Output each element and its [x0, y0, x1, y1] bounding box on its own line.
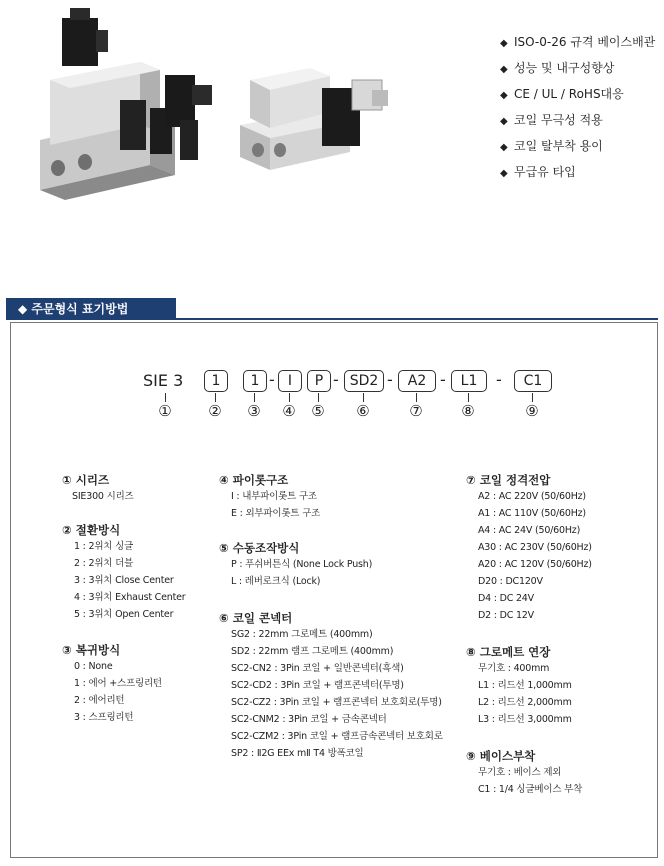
group-series	[62, 472, 134, 505]
code-dash: -	[333, 370, 339, 389]
group-item: 무기호 : 400mm	[478, 663, 550, 674]
code-dash: -	[387, 370, 393, 389]
diamond-icon: ◆	[500, 64, 508, 75]
code-number: ⑤	[311, 402, 325, 420]
code-dash: -	[269, 370, 275, 389]
group-title: ④ 파이롯구조	[219, 473, 289, 487]
code-number: ④	[282, 402, 296, 420]
group-base	[466, 748, 582, 798]
group-title: ③ 복귀방식	[62, 643, 121, 657]
group-item: SC2-CD2 : 3Pin 코일 + 램프콘넥터(투명)	[231, 680, 404, 691]
group-item: I : 내부파이롯트 구조	[231, 491, 317, 502]
feature-item: ◆ ISO-0-26 규격 베이스배관	[500, 30, 660, 56]
group-manual	[219, 540, 372, 590]
model-prefix: SIE 3	[143, 371, 184, 390]
code-box-voltage: A2	[398, 370, 436, 392]
group-voltage	[466, 472, 592, 624]
code-box-switching: 1	[204, 370, 228, 392]
code-dash: -	[496, 370, 502, 389]
group-item: A30 : AC 230V (50/60Hz)	[478, 542, 592, 553]
group-title: ② 절환방식	[62, 523, 121, 537]
group-pilot	[219, 472, 320, 522]
code-box-manual: P	[307, 370, 331, 392]
group-item: SC2-CZ2 : 3Pin 코일 + 램프콘넥터 보호회로(투명)	[231, 697, 442, 708]
group-item: SC2-CNM2 : 3Pin 코일 + 금속콘넥터	[231, 714, 387, 725]
group-item: SP2 : Ⅱ2G EEx mⅡ T4 방폭코일	[231, 748, 364, 759]
group-item: SC2-CN2 : 3Pin 코일 + 일반콘넥터(흑색)	[231, 663, 404, 674]
group-item: SD2 : 22mm 램프 그로메트 (400mm)	[231, 646, 394, 657]
group-item: L1 : 리드선 1,000mm	[478, 680, 572, 691]
group-item: SG2 : 22mm 그로메트 (400mm)	[231, 629, 373, 640]
manifold-valve-image	[40, 8, 212, 200]
group-title: ⑦ 코일 정격전압	[466, 473, 551, 487]
group-item: 4 : 3위치 Exhaust Center	[74, 592, 186, 603]
diamond-icon: ◆	[500, 168, 508, 179]
group-item: 1 : 2위치 싱글	[74, 541, 134, 552]
group-connector	[219, 610, 443, 762]
code-dash: -	[440, 370, 446, 389]
diamond-icon: ◆	[500, 116, 508, 127]
section-title: ◆ 주문형식 표기방법	[6, 298, 176, 320]
group-item: L : 레버로크식 (Lock)	[231, 576, 321, 587]
group-item: 2 : 2위치 더블	[74, 558, 134, 569]
group-item: D20 : DC120V	[478, 576, 543, 587]
feature-item: ◆ 무급유 타입	[500, 160, 660, 186]
group-title: ① 시리즈	[62, 473, 110, 487]
group-item: 0 : None	[74, 661, 113, 672]
code-number: ⑨	[525, 402, 539, 420]
group-item: A20 : AC 120V (50/60Hz)	[478, 559, 592, 570]
diamond-icon: ◆	[500, 90, 508, 101]
group-title: ⑨ 베이스부착	[466, 749, 536, 763]
group-switching	[62, 522, 185, 623]
group-item: D2 : DC 12V	[478, 610, 534, 621]
group-item: 3 : 스프링리턴	[74, 712, 134, 723]
group-item: SIE300 시리즈	[72, 491, 134, 502]
code-number: ①	[158, 402, 172, 420]
product-photo	[0, 0, 440, 230]
code-number: ⑥	[356, 402, 370, 420]
group-item: L3 : 리드선 3,000mm	[478, 714, 572, 725]
group-item: 5 : 3위치 Open Center	[74, 609, 174, 620]
diamond-icon: ◆	[500, 38, 508, 49]
group-item: E : 외부파이롯트 구조	[231, 508, 321, 519]
code-box-return: 1	[243, 370, 267, 392]
group-item: A2 : AC 220V (50/60Hz)	[478, 491, 586, 502]
group-item: A1 : AC 110V (50/60Hz)	[478, 508, 586, 519]
group-title: ⑤ 수동조작방식	[219, 541, 300, 555]
single-valve-image	[240, 68, 388, 170]
code-box-pilot: I	[278, 370, 302, 392]
feature-item: ◆ 코일 탈부착 용이	[500, 134, 660, 160]
code-box-grommet: L1	[451, 370, 487, 392]
group-item: P : 푸쉬버튼식 (None Lock Push)	[231, 559, 373, 570]
code-box-connector: SD2	[344, 370, 384, 392]
code-box-base: C1	[514, 370, 552, 392]
code-number: ⑧	[461, 402, 475, 420]
group-item: C1 : 1/4 싱글베이스 부착	[478, 784, 583, 795]
code-number: ③	[247, 402, 261, 420]
feature-item: ◆ 성능 및 내구성향상	[500, 56, 660, 82]
group-item: D4 : DC 24V	[478, 593, 534, 604]
group-item: 1 : 에어 +스프링리턴	[74, 678, 162, 689]
section-divider	[6, 318, 658, 320]
section-header	[6, 298, 658, 320]
code-number: ②	[208, 402, 222, 420]
group-item: 3 : 3위치 Close Center	[74, 575, 174, 586]
group-item: 무기호 : 베이스 제외	[478, 767, 562, 778]
group-item: SC2-CZM2 : 3Pin 코일 + 램프금속콘넥터 보호회로	[231, 731, 443, 742]
group-title: ⑧ 그로메트 연장	[466, 645, 551, 659]
diamond-icon: ◆	[500, 142, 508, 153]
feature-item: ◆ CE / UL / RoHS대응	[500, 82, 660, 108]
group-item: L2 : 리드선 2,000mm	[478, 697, 572, 708]
feature-list	[500, 30, 660, 186]
code-number: ⑦	[409, 402, 423, 420]
group-return	[62, 642, 162, 726]
group-title: ⑥ 코일 콘넥터	[219, 611, 293, 625]
group-grommet	[466, 644, 572, 728]
group-item: 2 : 에어리턴	[74, 695, 125, 706]
feature-item: ◆ 코일 무극성 적용	[500, 108, 660, 134]
group-item: A4 : AC 24V (50/60Hz)	[478, 525, 581, 536]
